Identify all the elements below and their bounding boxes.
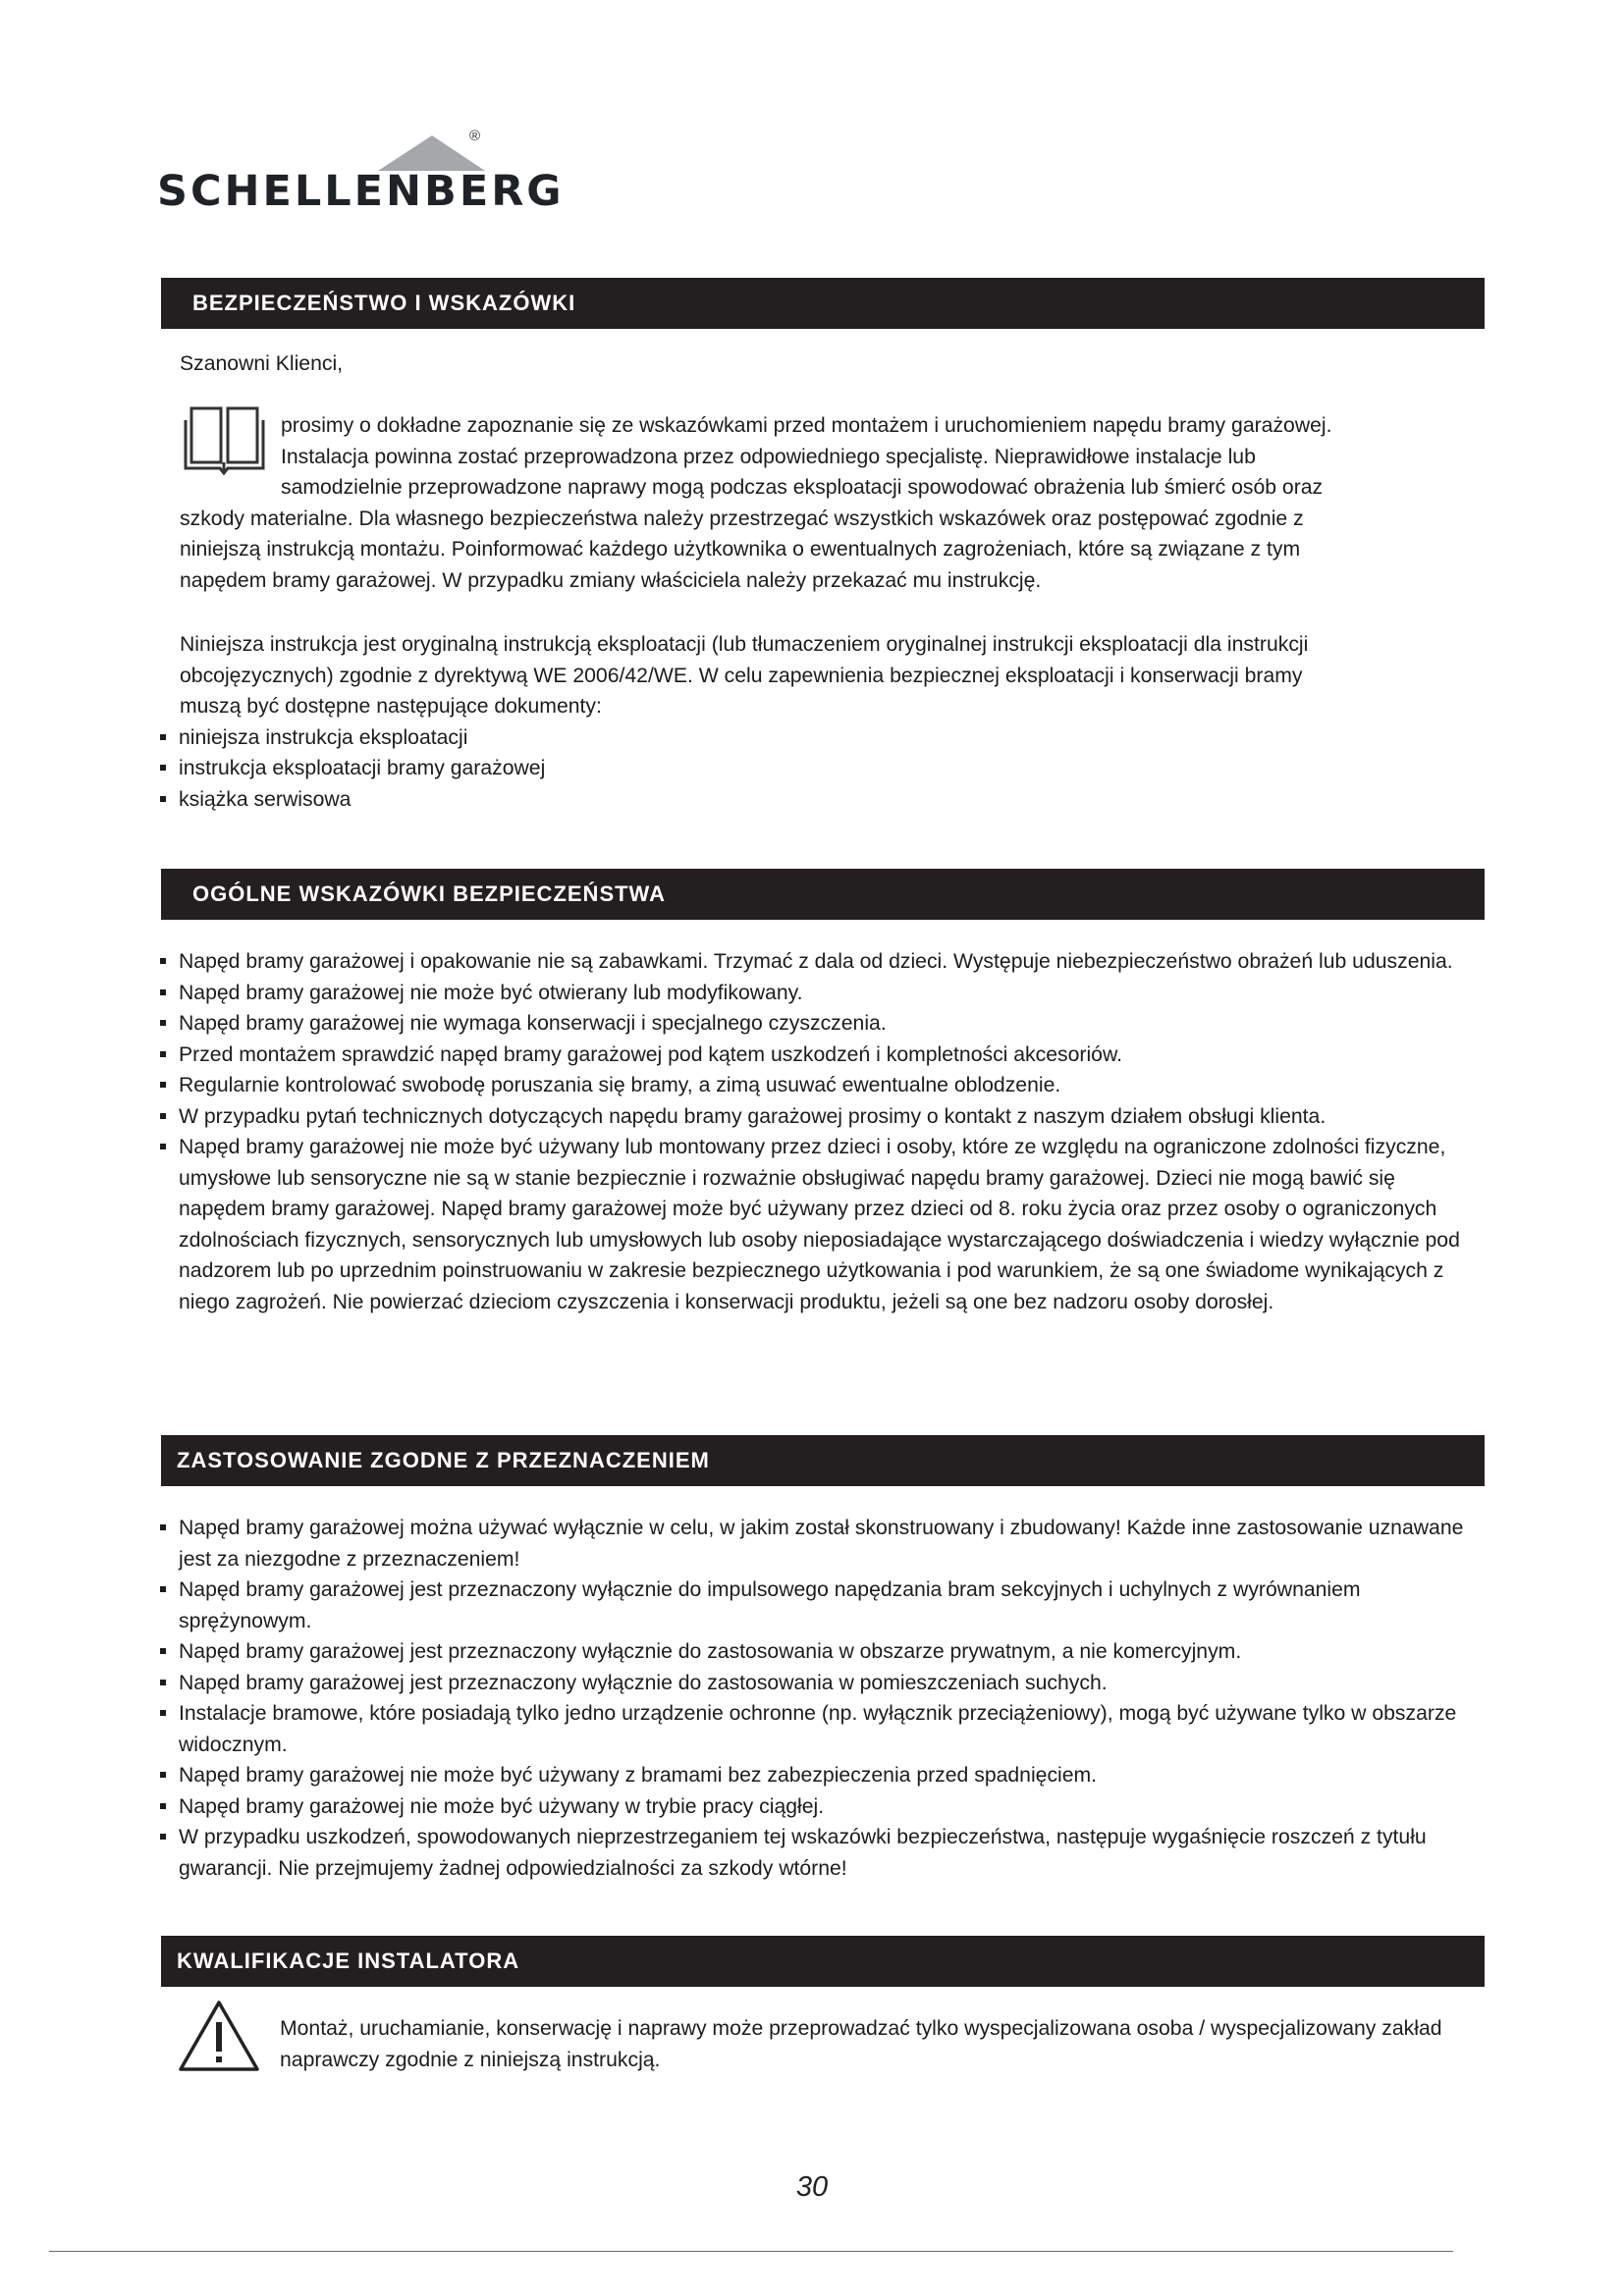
- brand-logo: [157, 128, 565, 226]
- intro-line-6: napędem bramy garażowej. W przypadku zmiany właściciela należy przekazać mu instrukcję.: [180, 568, 1042, 592]
- documents-list: [160, 722, 1436, 816]
- installer-text: Montaż, uruchamianie, konserwację i naprawy może przeprowadzać tylko wyspecjalizowana osoba / wyspecjalizowany zakład naprawczy zgodnie z niniejszą instrukcją.: [280, 2017, 1442, 2071]
- intro-line-4: szkody materialne. Dla własnego bezpieczeństwa należy przestrzegać wszystkich wskazówek oraz postępować zgodnie z: [180, 507, 1304, 530]
- list-item: Instalacje bramowe, które posiadają tylko jedno urządzenie ochronne (np. wyłącznik przeciążeniowy), mogą być używane tylko w obszarze widocznym.: [160, 1698, 1483, 1760]
- greeting: Szanowni Klienci,: [180, 352, 344, 375]
- general-safety-list: [160, 946, 1483, 1317]
- list-item: instrukcja eksploatacji bramy garażowej: [160, 753, 1436, 784]
- list-item: Napęd bramy garażowej jest przeznaczony wyłącznie do zastosowania w obszarze prywatnym, a nie komercyjnym.: [160, 1636, 1483, 1668]
- list-item: Napęd bramy garażowej nie może być otwierany lub modyfikowany.: [160, 978, 1483, 1009]
- list-item: Napęd bramy garażowej jest przeznaczony wyłącznie do zastosowania w pomieszczeniach suchych.: [160, 1668, 1483, 1699]
- open-book-icon: [183, 406, 266, 475]
- list-item: Przed montażem sprawdzić napęd bramy garażowej pod kątem uszkodzeń i kompletności akcesoriów.: [160, 1040, 1483, 1071]
- list-item: Napęd bramy garażowej nie wymaga konserwacji i specjalnego czyszczenia.: [160, 1008, 1483, 1040]
- logo-roof-icon: [157, 128, 496, 172]
- list-item: W przypadku uszkodzeń, spowodowanych nieprzestrzeganiem tej wskazówki bezpieczeństwa, następuje wygaśnięcie roszczeń z tytułu gwarancji. Nie przejmujemy żadnej odpowiedzialności za szkody wtórne!: [160, 1822, 1483, 1884]
- page-number: 30: [795, 2171, 829, 2203]
- list-item: niniejsza instrukcja eksploatacji: [160, 722, 1436, 754]
- section-title-safety: BEZPIECZEŃSTWO I WSKAZÓWKI: [161, 278, 1485, 329]
- intro-line-1: prosimy o dokładne zapoznanie się ze wskazówkami przed montażem i uruchomieniem napędu bramy garażowej.: [281, 414, 1332, 437]
- footer-divider: [49, 2251, 1453, 2252]
- list-item: Napęd bramy garażowej nie może być używany z bramami bez zabezpieczenia przed spadnięciem.: [160, 1760, 1483, 1791]
- registered-mark: ®: [469, 128, 481, 144]
- intended-use-list: [160, 1513, 1483, 1884]
- list-item: Napęd bramy garażowej można używać wyłącznie w celu, w jakim został skonstruowany i zbudowany! Każde inne zastosowanie uznawane jest za niezgodne z przeznaczeniem!: [160, 1513, 1483, 1575]
- list-item: Napęd bramy garażowej jest przeznaczony wyłącznie do impulsowego napędzania bram sekcyjnych i uchylnych z wyrównaniem sprężynowym.: [160, 1575, 1483, 1636]
- section-title-general: OGÓLNE WSKAZÓWKI BEZPIECZEŃSTWA: [161, 869, 1485, 920]
- brand-name: SCHELLENBERG: [157, 167, 565, 216]
- warning-triangle-icon: [177, 1999, 261, 2073]
- list-item: W przypadku pytań technicznych dotyczących napędu bramy garażowej prosimy o kontakt z naszym działem obsługi klienta.: [160, 1101, 1483, 1133]
- list-item: Napęd bramy garażowej nie może być używany w trybie pracy ciągłej.: [160, 1791, 1483, 1823]
- para2-line-1: Niniejsza instrukcja jest oryginalną instrukcją eksploatacji (lub tłumaczeniem oryginalnej instrukcji eksploatacji dla instrukcji: [180, 633, 1309, 656]
- list-item: Regularnie kontrolować swobodę poruszania się bramy, a zimą usuwać ewentualne oblodzenie.: [160, 1070, 1483, 1101]
- list-item: Napęd bramy garażowej i opakowanie nie są zabawkami. Trzymać z dala od dzieci. Występuje niebezpieczeństwo obrażeń lub uduszenia.: [160, 946, 1483, 978]
- intro-line-3: samodzielnie przeprowadzone naprawy mogą podczas eksploatacji spowodować obrażenia lub śmierć osób oraz: [281, 476, 1324, 499]
- section-title-intended-use: ZASTOSOWANIE ZGODNE Z PRZEZNACZENIEM: [161, 1435, 1485, 1486]
- para2-line-2: obcojęzycznych) zgodnie z dyrektywą WE 2006/42/WE. W celu zapewnienia bezpiecznej eksploatacji i konserwacji bramy: [180, 664, 1303, 687]
- intro-line-2: Instalacja powinna zostać przeprowadzona przez odpowiedniego specjalistę. Nieprawidłowe instalacje lub: [281, 445, 1256, 468]
- list-item: Napęd bramy garażowej nie może być używany lub montowany przez dzieci i osoby, które ze względu na ograniczone zdolności fizyczne, umysłowe lub sensoryczne nie są w stanie bezpiecznie i rozważnie obsługiwać napędu bramy garażowej. Dzieci nie mogą bawić się napędem bramy garażowej. Napęd bramy garażowej może być używany przez dzieci od 8. roku życia oraz przez osoby o ograniczonych zdolnościach fizycznych, sensorycznych lub umysłowych lub osoby nieposiadające wystarczającego doświadczenia i wiedzy wyłącznie pod nadzorem lub po uprzednim poinstruowaniu w zakresie bezpiecznego użytkowania i pod warunkiem, że są one świadome wynikających z niego zagrożeń. Nie powierzać dzieciom czyszczenia i konserwacji produktu, jeżeli są one bez nadzoru osoby dorosłej.: [160, 1132, 1483, 1317]
- section-title-installer: KWALIFIKACJE INSTALATORA: [161, 1936, 1485, 1987]
- list-item: książka serwisowa: [160, 784, 1436, 816]
- intro-line-5: niniejszą instrukcją montażu. Poinformować każdego użytkownika o ewentualnych zagrożeniach, które są związane z tym: [180, 538, 1301, 561]
- para2-line-3: muszą być dostępne następujące dokumenty:: [180, 695, 602, 718]
